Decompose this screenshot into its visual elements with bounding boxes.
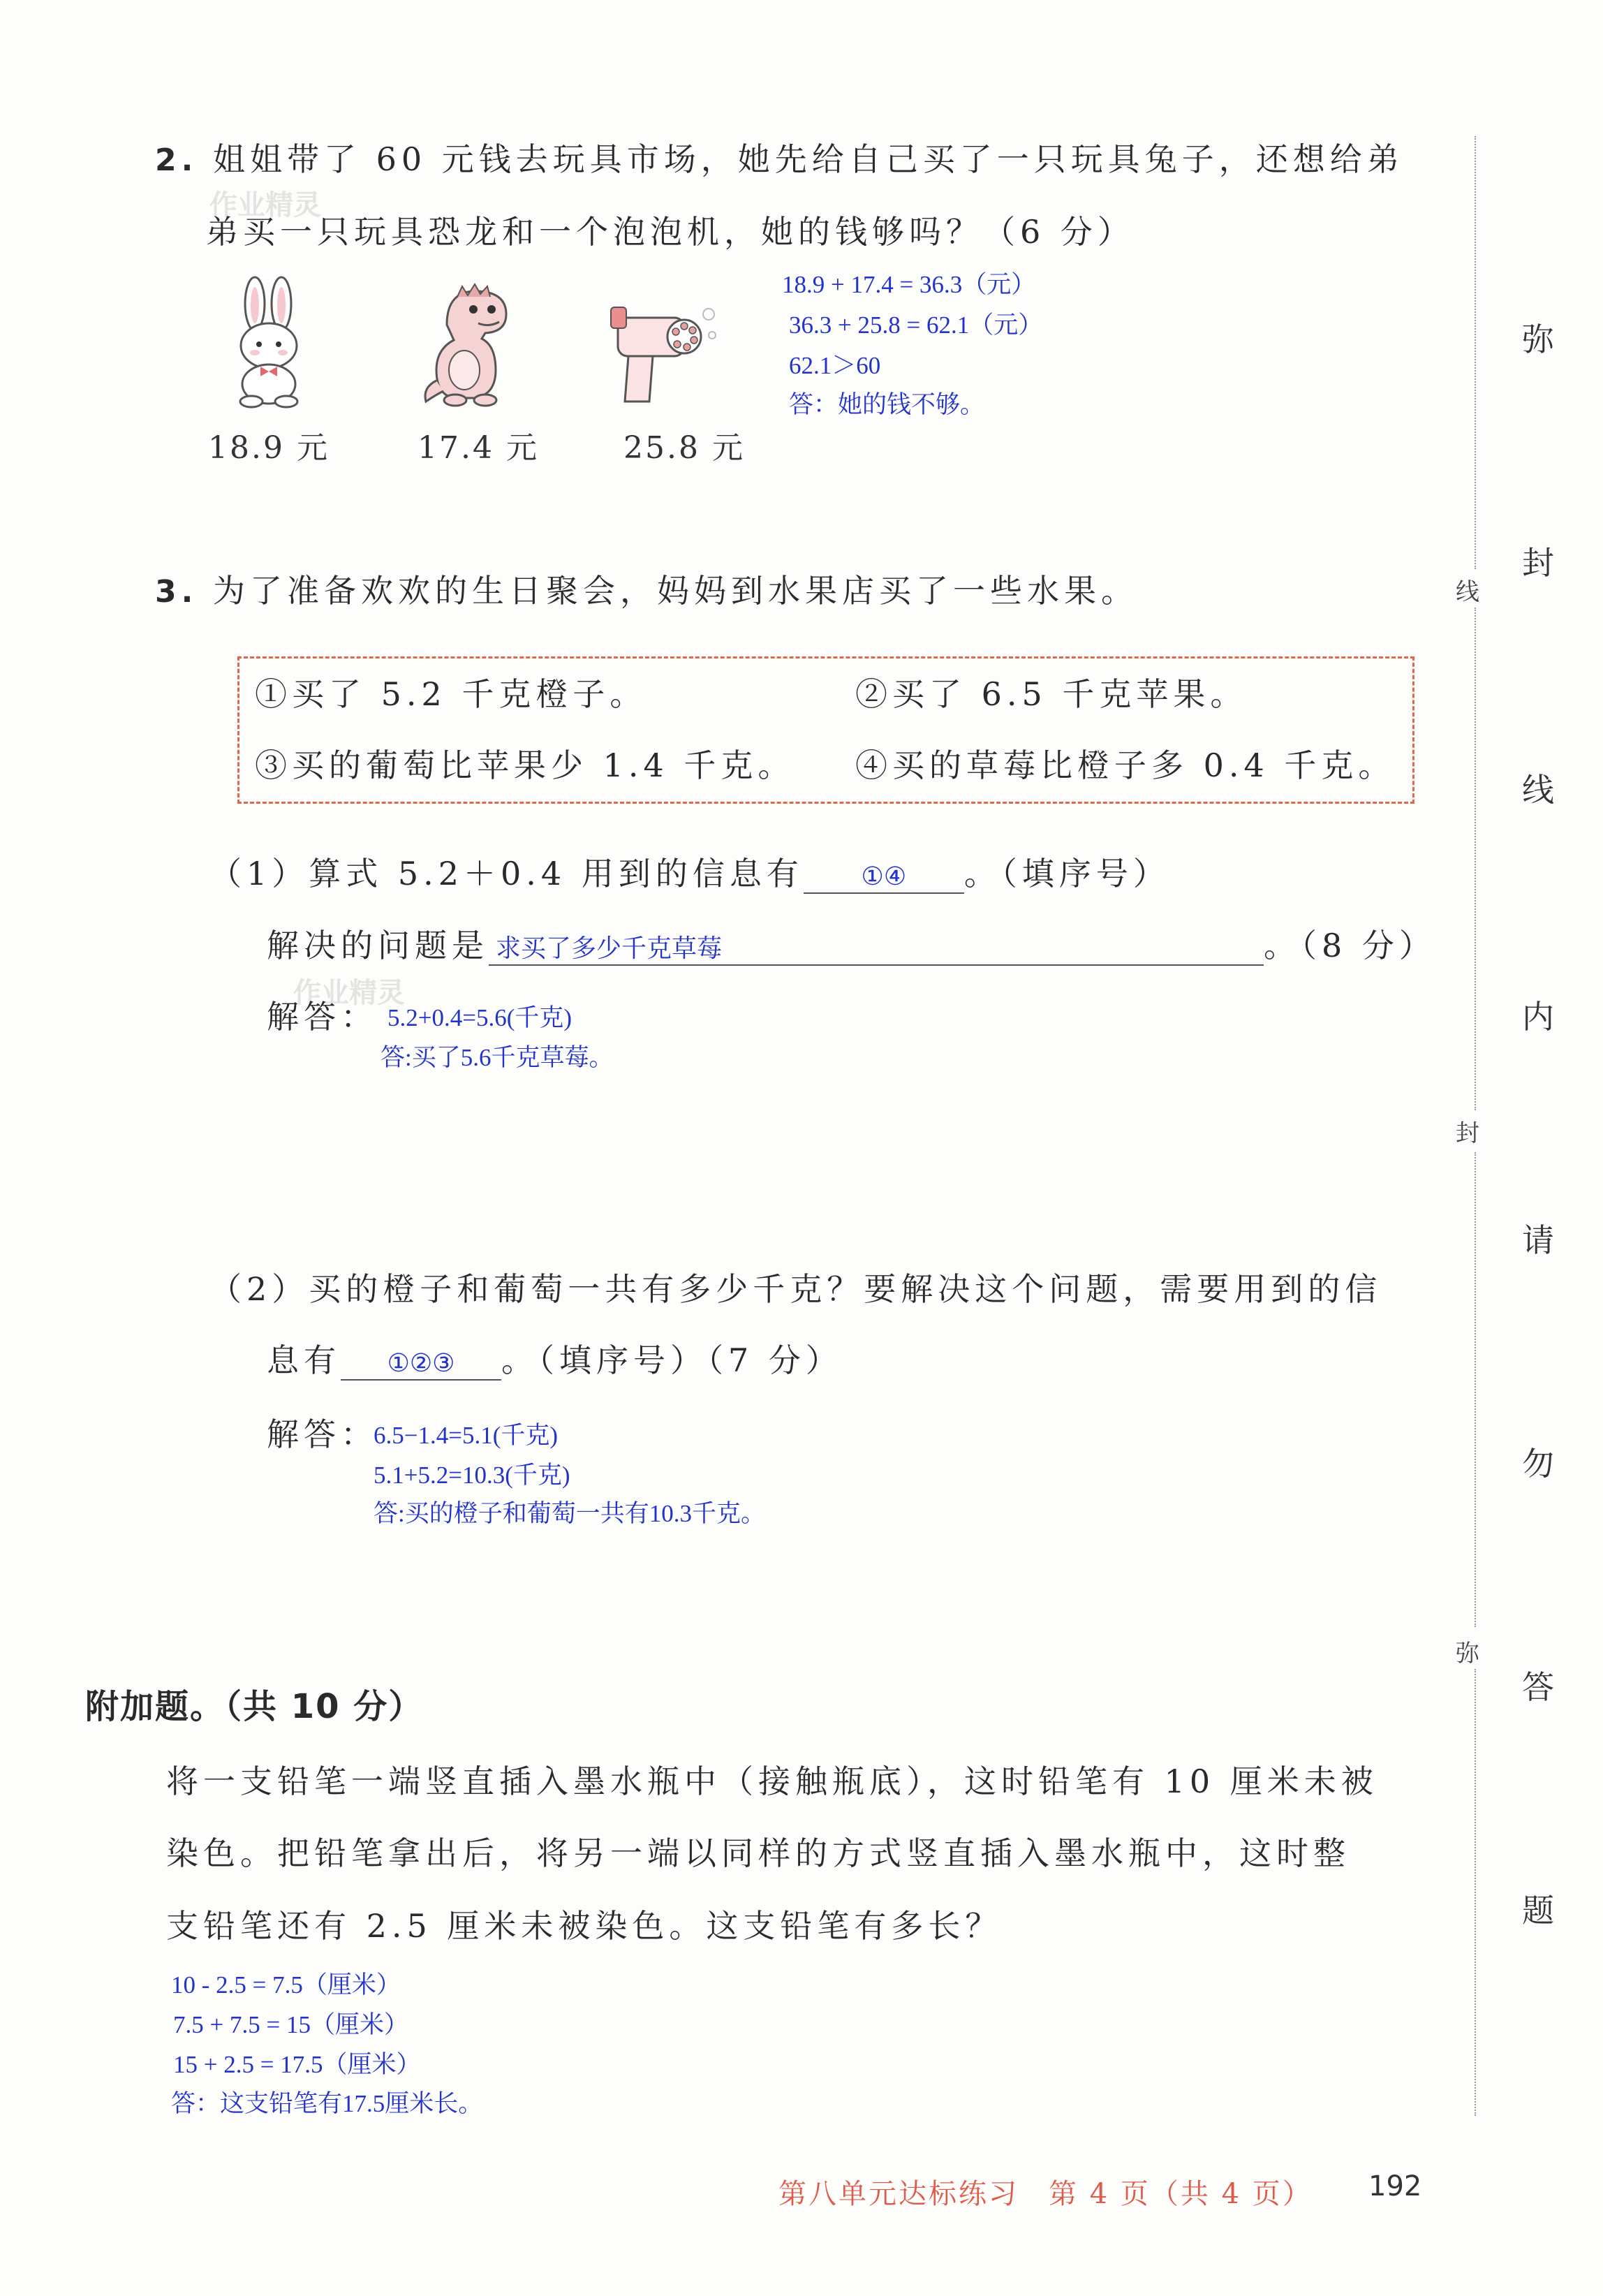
q3-info-4: ④买的草莓比橙子多 0.4 千克。 bbox=[855, 746, 1396, 784]
seal-line bbox=[1475, 1669, 1476, 2116]
q3-p1-suffix: 。（填序号） bbox=[963, 855, 1170, 892]
sidebar-char: 请 bbox=[1522, 1221, 1554, 1259]
q3-p2-line1: （2）买的橙子和葡萄一共有多少千克？要解决这个问题，需要用到的信 bbox=[209, 1270, 1382, 1308]
sidebar-char: 弥 bbox=[1522, 321, 1554, 358]
q3-p1-solve-label: 解答： bbox=[267, 998, 378, 1036]
watermark: 作业精灵 bbox=[209, 189, 321, 221]
q2-text-line2: 弟买一只玩具恐龙和一个泡泡机，她的钱够吗？（6 分） bbox=[206, 213, 1135, 251]
q3-info-3: ③买的葡萄比苹果少 1.4 千克。 bbox=[255, 746, 795, 784]
q2-number: 2. bbox=[155, 142, 198, 178]
q3-p1-answer-line: 答:买了5.6千克草莓。 bbox=[381, 1044, 614, 1071]
q2-answer-line: 62.1＞60 bbox=[789, 352, 881, 379]
sidebar-char: 答 bbox=[1522, 1668, 1554, 1706]
dinosaur-toy-icon bbox=[419, 283, 524, 409]
bonus-text-line: 支铅笔还有 2.5 厘米未被染色。这支铅笔有多长？ bbox=[166, 1907, 1003, 1945]
sidebar-char: 封 bbox=[1522, 544, 1554, 582]
q3-p2-line2 bbox=[267, 1335, 843, 1381]
rabbit-price: 18.9 元 bbox=[208, 430, 330, 466]
sidebar-char: 题 bbox=[1522, 1892, 1554, 1929]
seal-line bbox=[1475, 136, 1476, 569]
q3-p2-blank-answer: ①②③ bbox=[387, 1349, 455, 1377]
q3-p2-blank[interactable] bbox=[341, 1341, 501, 1381]
q2-text-line1: 姐姐带了 60 元钱去玩具市场，她先给自己买了一只玩具兔子，还想给弟 bbox=[212, 140, 1404, 178]
bonus-answer-line: 15 + 2.5 = 17.5（厘米） bbox=[173, 2051, 421, 2078]
seal-mark-feng: 封 bbox=[1456, 1119, 1479, 1147]
bubble-machine-icon bbox=[607, 297, 719, 409]
seal-line bbox=[1475, 608, 1476, 1110]
q3-p1-line2-suffix: 。（8 分） bbox=[1264, 927, 1436, 964]
rabbit-toy-icon bbox=[220, 276, 318, 409]
q2-answer-line: 36.3 + 25.8 = 62.1（元） bbox=[789, 311, 1043, 339]
q3-p1-problem-answer: 求买了多少千克草莓 bbox=[496, 934, 723, 962]
q3-number: 3. bbox=[155, 574, 198, 610]
sidebar-char: 线 bbox=[1522, 771, 1554, 809]
q3-p2-line2-suffix: 。（填序号）（7 分） bbox=[501, 1341, 843, 1379]
q3-p1-line2-prefix: 解决的问题是 bbox=[267, 927, 489, 964]
q3-intro: 为了准备欢欢的生日聚会，妈妈到水果店买了一些水果。 bbox=[212, 572, 1138, 610]
q3-p1-prefix: （1）算式 5.2＋0.4 用到的信息有 bbox=[209, 855, 804, 892]
q3-p1-problem-blank[interactable] bbox=[489, 927, 1264, 966]
q2-line1 bbox=[155, 134, 1404, 180]
seal-line bbox=[1475, 1152, 1476, 1627]
q3-info-1: ①买了 5.2 千克橙子。 bbox=[255, 675, 647, 713]
bonus-text-line: 染色。把铅笔拿出后，将另一端以同样的方式竖直插入墨水瓶中，这时整 bbox=[166, 1834, 1350, 1872]
bubble-machine-price: 25.8 元 bbox=[623, 430, 745, 466]
q3-p1-blank[interactable] bbox=[804, 855, 964, 894]
q3-p2-answer-line: 答:买的橙子和葡萄一共有10.3千克。 bbox=[374, 1500, 765, 1527]
q3-p2-answer-line: 5.1+5.2=10.3(千克) bbox=[374, 1462, 570, 1489]
q3-p1-answer-line: 5.2+0.4=5.6(千克) bbox=[387, 1004, 572, 1031]
q3-p1-blank-answer: ①④ bbox=[861, 862, 907, 890]
seal-mark-xian: 线 bbox=[1456, 578, 1479, 606]
footer-text: 第八单元达标练习 第 4 页（共 4 页） bbox=[778, 2178, 1313, 2210]
q2-answer-line: 18.9 + 17.4 = 36.3（元） bbox=[782, 271, 1036, 298]
bonus-text-line: 将一支铅笔一端竖直插入墨水瓶中（接触瓶底），这时铅笔有 10 厘米未被 bbox=[166, 1763, 1378, 1800]
sidebar-char: 内 bbox=[1522, 998, 1554, 1036]
q3-p1-line2 bbox=[267, 920, 1436, 966]
bonus-answer-line: 7.5 + 7.5 = 15（厘米） bbox=[173, 2011, 408, 2038]
dinosaur-price: 17.4 元 bbox=[418, 430, 539, 466]
q2-answer-line: 答：她的钱不够。 bbox=[789, 391, 985, 418]
sidebar-char: 勿 bbox=[1522, 1445, 1554, 1482]
q3-intro-line bbox=[155, 566, 1138, 612]
q3-p1-line1 bbox=[209, 848, 1170, 895]
bonus-title: 附加题。（共 10 分） bbox=[85, 1687, 424, 1726]
q3-p2-solve-label: 解答： bbox=[267, 1415, 378, 1453]
q3-info-2: ②买了 6.5 千克苹果。 bbox=[855, 675, 1248, 713]
watermark: 作业精灵 bbox=[293, 977, 405, 1009]
page-number: 192 bbox=[1368, 2170, 1422, 2202]
bonus-answer-line: 10 - 2.5 = 7.5（厘米） bbox=[171, 1971, 401, 1999]
seal-mark-mi: 弥 bbox=[1456, 1640, 1479, 1668]
q3-p2-answer-line: 6.5−1.4=5.1(千克) bbox=[374, 1422, 559, 1449]
bonus-answer-line: 答：这支铅笔有17.5厘米长。 bbox=[171, 2090, 483, 2117]
q3-p2-line2-prefix: 息有 bbox=[267, 1341, 341, 1379]
